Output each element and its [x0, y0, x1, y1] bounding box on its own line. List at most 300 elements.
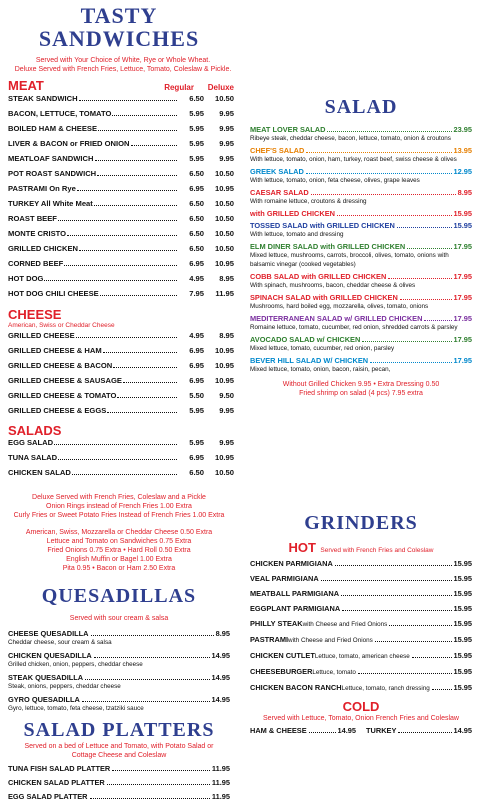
salad-item [250, 125, 472, 143]
dot-leader [389, 624, 451, 626]
deluxe-price: 10.95 [214, 184, 234, 193]
quesadilla-list [0, 629, 238, 713]
deluxe-price: 9.95 [219, 109, 234, 118]
note-line: Lettuce and Tomato on Sandwiches 0.75 Extra [46, 538, 192, 545]
item-name: HAM & CHEESE [250, 726, 307, 735]
item-description: With lettuce, tomato, onion, ham, turkey, roast beef, swiss cheese & olives [250, 156, 457, 163]
grinder-item [250, 619, 472, 629]
deluxe-price: 10.50 [214, 244, 234, 253]
dot-leader [131, 144, 177, 146]
platter-item [8, 778, 230, 787]
deluxe-price: 10.95 [214, 346, 234, 355]
deluxe-price: 8.95 [219, 274, 234, 283]
deluxe-note: Deluxe Served with French Fries, Lettuce, Tomato, Coleslaw & Pickle. [14, 66, 232, 73]
note-line: Onion Rings instead of French Fries 1.00 Extra [46, 503, 192, 510]
regular-price: 6.50 [189, 199, 204, 208]
item-price: 15.95 [453, 221, 472, 230]
item-price: 14.95 [211, 651, 230, 660]
dot-leader [407, 247, 451, 249]
deluxe-price: 10.50 [214, 214, 234, 223]
dot-leader [82, 700, 210, 702]
item-name: CHICKEN CUTLET [250, 651, 315, 660]
menu-item-row [8, 468, 234, 483]
deluxe-price: 9.95 [219, 406, 234, 415]
cold-item [250, 726, 356, 735]
deluxe-price: 9.95 [219, 124, 234, 133]
salad-notes [250, 380, 472, 398]
salad-item [250, 335, 472, 353]
grinder-item [250, 667, 472, 677]
platters-note: Served on a bed of Lettuce and Tomato, with Potato Salad or Cottage Cheese and Coleslaw [24, 743, 214, 759]
dot-leader [100, 294, 177, 296]
salad-line [250, 335, 472, 344]
regular-price: 5.50 [189, 391, 204, 400]
salads-heading: SALADS [8, 423, 62, 438]
item-name: EGG SALAD PLATTER [8, 792, 88, 801]
deluxe-price: 10.50 [214, 169, 234, 178]
item-price: 14.95 [337, 726, 356, 735]
item-description: Cheddar cheese, sour cream & salsa [8, 639, 112, 646]
item-price: 8.95 [215, 629, 230, 638]
regular-price: 4.95 [189, 274, 204, 283]
right-column [250, 0, 472, 735]
menu-item-row [8, 94, 234, 109]
item-name: BOILED HAM & CHEESE [8, 124, 98, 133]
item-name: PASTRAMI [250, 635, 289, 644]
item-price: 11.95 [211, 778, 230, 787]
cheese-heading: CHEESE [8, 307, 62, 322]
item-name: COBB SALAD with GRILLED CHICKEN [250, 272, 387, 281]
grinder-line [250, 667, 472, 677]
regular-price: 6.50 [189, 94, 204, 103]
quesadilla-item [8, 629, 230, 647]
meat-section [0, 78, 238, 483]
note-line: English Muffin or Bagel 1.00 Extra [66, 556, 172, 563]
salad-note-1: Without Grilled Chicken 9.95 • Extra Dressing 0.50 [282, 381, 440, 388]
menu-item-row [8, 214, 234, 229]
grinder-item [250, 604, 472, 613]
item-name: TURKEY [366, 726, 397, 735]
deluxe-price: 10.50 [214, 468, 234, 477]
menu-item-row [8, 361, 234, 376]
item-price: 14.95 [453, 726, 472, 735]
dot-leader [98, 129, 177, 131]
dot-leader [362, 340, 451, 342]
cold-note: Served with Lettuce, Tomato, Onion French Fries and Coleslaw [263, 715, 459, 722]
item-price: 15.95 [453, 683, 472, 692]
platter-item [8, 792, 230, 801]
dot-leader [311, 193, 456, 195]
cold-item [366, 726, 472, 735]
item-name: VEAL PARMIGIANA [250, 574, 319, 583]
salad-item [250, 356, 472, 374]
item-description: Romaine lettuce, tomato, cucumber, red onion, shredded carrots & parsley [250, 324, 458, 331]
item-description: Mixed lettuce, tomato, cucumber, red onion, parsley [250, 345, 395, 352]
dot-leader [388, 277, 451, 279]
hot-header [250, 539, 472, 557]
hot-note: Served with French Fries and Coleslaw [320, 547, 434, 554]
deluxe-price: 9.95 [219, 438, 234, 447]
menu-item-row [8, 438, 234, 453]
item-name: CAESAR SALAD [250, 188, 309, 197]
dot-leader [85, 678, 209, 680]
deluxe-price: 9.95 [219, 139, 234, 148]
item-name: GRILLED CHEESE & TOMATO [8, 391, 117, 400]
regular-price: 6.50 [189, 468, 204, 477]
item-price: 15.95 [453, 574, 472, 583]
dot-leader [64, 264, 177, 266]
salad-item [250, 242, 472, 269]
item-name: GRILLED CHICKEN [8, 244, 79, 253]
item-description: Gyro, lettuce, tomato, feta cheese, tzatziki sauce [8, 705, 144, 712]
dot-leader [337, 214, 452, 216]
deluxe-price: 10.95 [214, 259, 234, 268]
item-price: 11.95 [211, 792, 230, 801]
menu-item-row [8, 259, 234, 274]
dot-leader [309, 731, 336, 733]
item-name: MEDITERRANEAN SALAD w/ GRILLED CHICKEN [250, 314, 423, 323]
menu-item-row [8, 406, 234, 421]
grinder-line [250, 683, 472, 693]
salad-line [250, 314, 472, 323]
grinder-line [250, 559, 472, 568]
item-name: AVOCADO SALAD w/ CHICKEN [250, 335, 361, 344]
item-price: 8.95 [457, 188, 472, 197]
sandwiches-note [0, 56, 238, 74]
menu-item-row [8, 184, 234, 199]
item-name: GRILLED CHEESE [8, 331, 75, 340]
deluxe-price: 10.95 [214, 376, 234, 385]
dot-leader [112, 769, 210, 771]
item-price: 17.95 [453, 335, 472, 344]
regular-price: 4.95 [189, 331, 204, 340]
salad-item [250, 272, 472, 290]
grinder-item [250, 574, 472, 583]
platter-line [8, 792, 230, 801]
menu-item-row [8, 376, 234, 391]
cold-list [250, 726, 472, 735]
dot-leader [424, 319, 451, 321]
deluxe-price: 10.95 [214, 361, 234, 370]
salad-line [250, 188, 472, 197]
quesadilla-item [8, 695, 230, 713]
item-name: TUNA SALAD [8, 453, 58, 462]
hot-heading: HOT [288, 540, 316, 555]
item-name: EGG SALAD [8, 438, 54, 447]
grinder-item [250, 683, 472, 693]
item-price: 15.95 [453, 635, 472, 644]
dot-leader [358, 672, 452, 674]
salads-list [8, 438, 234, 483]
grinder-line [250, 604, 472, 613]
item-name: STEAK QUESADILLA [8, 673, 84, 682]
regular-col-header: Regular [164, 83, 194, 92]
note-line: Curly Fries or Sweet Potato Fries Instead of French Fries 1.00 Extra [13, 512, 225, 519]
item-name: HOT DOG CHILI CHEESE [8, 289, 99, 298]
dot-leader [44, 279, 177, 281]
dot-leader [412, 656, 452, 658]
regular-price: 5.95 [189, 109, 204, 118]
item-price: 23.95 [453, 125, 472, 134]
salad-line [250, 293, 472, 302]
salad-line [250, 242, 472, 251]
item-name: PASTRAMI On Rye [8, 184, 76, 193]
item-price: 17.95 [453, 242, 472, 251]
deluxe-price: 9.50 [219, 391, 234, 400]
salad-line [250, 272, 472, 281]
dot-leader [400, 298, 452, 300]
dot-leader [79, 249, 177, 251]
platter-line [8, 778, 230, 787]
item-price: 15.95 [453, 559, 472, 568]
cold-line [366, 726, 472, 735]
platter-list [0, 764, 238, 801]
regular-price: 6.50 [189, 244, 204, 253]
item-price: 13.95 [453, 146, 472, 155]
item-extra: Lettuce, tomato [312, 669, 356, 676]
meat-heading: MEAT [8, 78, 44, 93]
cheese-subtitle: American, Swiss or Cheddar Cheese [8, 322, 115, 329]
item-extra: Lettuce, tomato, ranch dressing [341, 685, 430, 692]
quesadilla-line [8, 695, 230, 704]
regular-price: 5.95 [189, 124, 204, 133]
item-name: MEATLOAF SANDWICH [8, 154, 94, 163]
salad-line [250, 125, 472, 134]
menu-item-row [8, 109, 234, 124]
quesadillas-note: Served with sour cream & salsa [69, 615, 169, 622]
item-name: CHICKEN QUESADILLA [8, 651, 92, 660]
dot-leader [94, 656, 210, 658]
item-name: HOT DOG [8, 274, 44, 283]
regular-price: 5.95 [189, 154, 204, 163]
grinder-line [250, 619, 472, 629]
platter-line [8, 764, 230, 773]
grinder-list [250, 559, 472, 693]
deluxe-notes [0, 493, 238, 520]
item-description: Mixed lettuce, mushrooms, carrots, broccoli, olives, tomato, onions with balsamic vinegar (cooked vegetables) [250, 252, 449, 268]
salad-item [250, 146, 472, 164]
menu-item-row [8, 331, 234, 346]
item-description: With lettuce, tomato, onion, feta cheese, olives, grape leaves [250, 177, 420, 184]
dot-leader [432, 688, 452, 690]
regular-price: 6.95 [189, 376, 204, 385]
salad-item [250, 221, 472, 239]
item-name: POT ROAST SANDWICH [8, 169, 97, 178]
quesadilla-line [8, 629, 230, 638]
dot-leader [397, 226, 452, 228]
item-name: GRILLED CHEESE & SAUSAGE [8, 376, 122, 385]
menu-item-row [8, 199, 234, 214]
salad-item [250, 167, 472, 185]
regular-price: 6.50 [189, 214, 204, 223]
dot-leader [54, 443, 177, 445]
quesadilla-line [8, 651, 230, 660]
dot-leader [321, 579, 452, 581]
deluxe-price: 10.95 [214, 453, 234, 462]
menu-item-row [8, 274, 234, 289]
item-name: TOSSED SALAD with GRILLED CHICKEN [250, 221, 395, 230]
item-description: Ribeye steak, cheddar cheese, bacon, lettuce, tomato, onion & croutons [250, 135, 451, 142]
quesadilla-line [8, 673, 230, 682]
item-name: CHICKEN SALAD [8, 468, 71, 477]
dot-leader [107, 411, 177, 413]
item-price: 15.95 [453, 209, 472, 218]
title-line-1: TASTY [80, 3, 158, 28]
salad-item [250, 314, 472, 332]
salad-list [250, 125, 472, 374]
item-extra: with Cheese and Fried Onions [302, 621, 388, 628]
dot-leader [67, 234, 177, 236]
item-description: Grilled chicken, onion, peppers, cheddar cheese [8, 661, 143, 668]
title-line-2: SANDWICHES [38, 26, 200, 51]
item-name: CHEESEBURGER [250, 667, 313, 676]
dot-leader [335, 564, 452, 566]
item-name: MEATBALL PARMIGIANA [250, 589, 340, 598]
salad-item [250, 188, 472, 206]
menu-item-row [8, 229, 234, 244]
item-name: GREEK SALAD [250, 167, 304, 176]
menu-item-row [8, 169, 234, 184]
salad-line [250, 356, 472, 365]
deluxe-price: 10.50 [214, 229, 234, 238]
menu-item-row [8, 289, 234, 304]
platter-item [8, 764, 230, 773]
item-price: 17.95 [453, 293, 472, 302]
grinder-item [250, 559, 472, 568]
item-price: 17.95 [453, 314, 472, 323]
dot-leader [398, 731, 451, 733]
dot-leader [77, 189, 177, 191]
item-extra: Lettuce, tomato, american cheese [314, 653, 410, 660]
item-price: 15.95 [453, 589, 472, 598]
cheese-list [8, 331, 234, 421]
item-description: With romaine lettuce, croutons & dressing [250, 198, 367, 205]
salad-line [250, 221, 472, 230]
item-name: CHEESE QUESADILLA [8, 629, 89, 638]
item-name: GRILLED CHEESE & HAM [8, 346, 102, 355]
note-line: Deluxe Served with French Fries, Coleslaw and a Pickle [32, 494, 206, 501]
item-name: MEAT LOVER SALAD [250, 125, 326, 134]
dot-leader [306, 151, 451, 153]
item-name: CHICKEN BACON RANCH [250, 683, 342, 692]
item-description: Mixed lettuce, tomato, onion, bacon, raisin, pecan, [250, 366, 391, 373]
regular-price: 7.95 [189, 289, 204, 298]
deluxe-price: 10.50 [214, 199, 234, 208]
grinder-line [250, 651, 472, 661]
grinder-item [250, 589, 472, 598]
menu-item-row [8, 244, 234, 259]
regular-price: 6.95 [189, 346, 204, 355]
item-description: Steak, onions, peppers, cheddar cheese [8, 683, 121, 690]
item-price: 15.95 [453, 651, 472, 660]
dot-leader [79, 99, 177, 101]
dot-leader [342, 609, 451, 611]
menu-item-row [8, 391, 234, 406]
deluxe-price: 11.95 [215, 289, 234, 298]
dot-leader [306, 172, 452, 174]
deluxe-price: 8.95 [219, 331, 234, 340]
dot-leader [341, 594, 451, 596]
regular-price: 5.95 [189, 438, 204, 447]
regular-price: 6.95 [189, 361, 204, 370]
dot-leader [107, 783, 210, 785]
item-name: EGGPLANT PARMIGIANA [250, 604, 341, 613]
grinder-item [250, 635, 472, 645]
item-description: With spinach, mushrooms, bacon, cheddar cheese & olives [250, 282, 416, 289]
regular-price: 6.50 [189, 169, 204, 178]
item-name: BEVER HILL SALAD W/ CHICKEN [250, 356, 369, 365]
dot-leader [123, 381, 177, 383]
regular-price: 6.95 [189, 453, 204, 462]
item-price: 17.95 [453, 356, 472, 365]
deluxe-col-header: Deluxe [207, 83, 234, 92]
quesadilla-item [8, 673, 230, 691]
item-name: MONTE CRISTO [8, 229, 67, 238]
dot-leader [103, 351, 177, 353]
dot-leader [90, 797, 210, 799]
item-description: With lettuce, tomato and dressing [250, 231, 344, 238]
left-column [0, 0, 238, 806]
note-line: Fried Onions 0.75 Extra • Hard Roll 0.50 Extra [47, 547, 191, 554]
grinder-line [250, 635, 472, 645]
dot-leader [97, 174, 177, 176]
quesadilla-item [8, 651, 230, 669]
note-line: American, Swiss, Mozzarella or Cheddar Cheese 0.50 Extra [25, 529, 213, 536]
item-name: CHICKEN PARMIGIANA [250, 559, 333, 568]
menu-item-row [8, 124, 234, 139]
menu-item-row [8, 346, 234, 361]
item-extra: with Cheese and Fried Onions [288, 637, 373, 644]
item-price: 15.95 [453, 667, 472, 676]
extras-notes [0, 528, 238, 573]
sandwiches-title [0, 4, 238, 50]
dot-leader [58, 458, 177, 460]
dot-leader [117, 396, 177, 398]
salad-line [250, 209, 472, 218]
meat-list [8, 94, 234, 304]
item-price: 15.95 [453, 604, 472, 613]
dot-leader [72, 473, 177, 475]
note-line: Pita 0.95 • Bacon or Ham 2.50 Extra [62, 565, 176, 572]
dot-leader [112, 114, 177, 116]
item-name: STEAK SANDWICH [8, 94, 78, 103]
item-name: LIVER & BACON or FRIED ONION [8, 139, 130, 148]
salad-title: SALAD [324, 96, 398, 118]
dot-leader [370, 361, 451, 363]
cold-heading: COLD [342, 699, 380, 714]
regular-price: 6.50 [189, 229, 204, 238]
quesadillas-title: QUESADILLAS [41, 585, 197, 607]
dot-leader [375, 640, 452, 642]
grinder-item [250, 651, 472, 661]
dot-leader [95, 159, 178, 161]
item-name: with GRILLED CHICKEN [250, 209, 335, 218]
item-price: 11.95 [211, 764, 230, 773]
item-name: PHILLY STEAK [250, 619, 303, 628]
menu-item-row [8, 154, 234, 169]
dot-leader [327, 130, 451, 132]
item-price: 14.95 [211, 673, 230, 682]
item-price: 15.95 [453, 619, 472, 628]
grinders-title: GRINDERS [304, 512, 418, 534]
salad-note-2: Fried shrimp on salad (4 pcs) 7.95 extra [299, 390, 423, 397]
item-name: TUNA FISH SALAD PLATTER [8, 764, 111, 773]
deluxe-price: 9.95 [219, 154, 234, 163]
item-name: ELM DINER SALAD with GRILLED CHICKEN [250, 242, 406, 251]
item-name: CHICKEN SALAD PLATTER [8, 778, 105, 787]
menu-item-row [8, 453, 234, 468]
item-price: 14.95 [211, 695, 230, 704]
